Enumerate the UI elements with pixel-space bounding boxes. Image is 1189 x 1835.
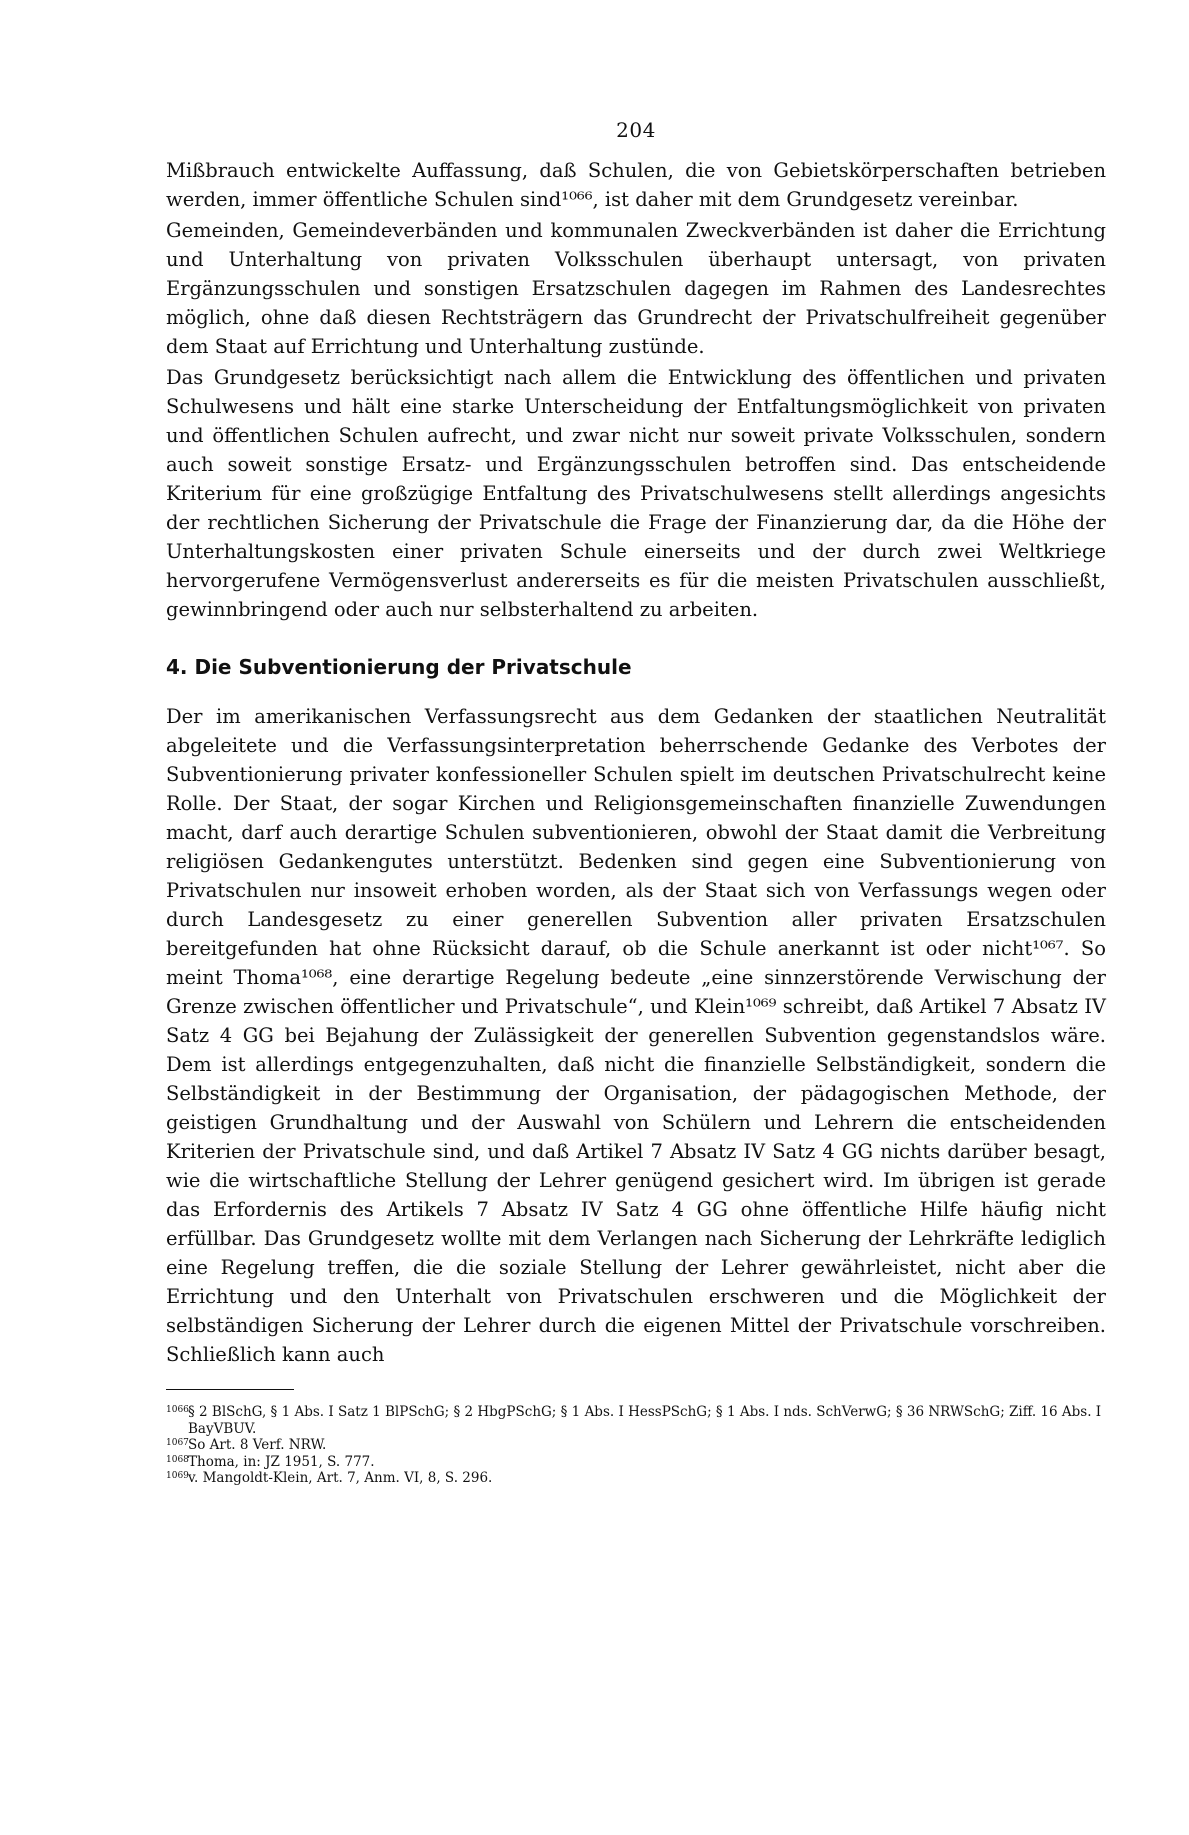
footnote-text: Thoma, in: JZ 1951, S. 777. xyxy=(188,1453,375,1470)
page-number: 204 xyxy=(616,118,656,142)
footnote-number: 1069 xyxy=(166,1471,189,1481)
footnote xyxy=(166,1470,1106,1487)
paragraph-main: Der im amerikanischen Verfassungsrecht aus dem Gedanken der staatlichen Neutralität abgeleitete und die Verfassungsinterpretation beherrschende Gedanke des Verbotes der Subventionierung privater konfessioneller Schulen spielt im deutschen Privatschulrecht keine Rolle. Der Staat, der sogar Kirchen und Religionsgemeinschaften finanzielle Zuwendungen macht, darf auch derartige Schulen subventionieren, obwohl der Staat damit die Verbreitung religiösen Gedankengutes unterstützt. Bedenken sind gegen eine Subventionierung von Privatschulen nur insoweit erhoben worden, als der Staat sich von Verfassungs wegen oder durch Landesgesetz zu einer generellen Subvention aller privaten Ersatzschulen bereitgefunden hat ohne Rücksicht darauf, ob die Schule anerkannt ist oder nicht¹⁰⁶⁷. So meint Thoma¹⁰⁶⁸, eine derartige Regelung bedeute „eine sinnzerstörende Verwischung der Grenze zwischen öffentlicher und Privatschule“, und Klein¹⁰⁶⁹ schreibt, daß Artikel 7 Absatz IV Satz 4 GG bei Bejahung der Zulässigkeit der generellen Subvention gegenstandslos wäre. Dem ist allerdings entgegenzuhalten, daß nicht die finanzielle Selbständigkeit, sondern die Selbständigkeit in der Bestimmung der Organisation, der pädagogischen Methode, der geistigen Grundhaltung und der Auswahl von Schülern und Lehrern die entscheidenden Kriterien der Privatschule sind, und daß Artikel 7 Absatz IV Satz 4 GG nichts darüber besagt, wie die wirtschaftliche Stellung der Lehrer genügend gesichert wird. Im übrigen ist gerade das Erfordernis des Artikels 7 Absatz IV Satz 4 GG ohne öffentliche Hilfe häufig nicht erfüllbar. Das Grundgesetz wollte mit dem Verlangen nach Sicherung der Lehrkräfte lediglich eine Regelung treffen, die die soziale Stellung der Lehrer gewährleistet, nicht aber die Errichtung und den Unterhalt von Privatschulen erschweren und die Möglichkeit der selbständigen Sicherung der Lehrer durch die eigenen Mittel der Privatschule vorschreiben. Schließlich kann auch xyxy=(166,705,1106,1366)
footnote xyxy=(166,1404,1106,1437)
page xyxy=(166,118,1106,1487)
footnote-divider xyxy=(166,1389,294,1390)
footnotes xyxy=(166,1404,1106,1487)
footnote-number: 1068 xyxy=(166,1454,189,1465)
footnote-number: 1066 xyxy=(166,1405,189,1415)
footnote xyxy=(166,1437,1106,1454)
footnote xyxy=(166,1454,1106,1471)
paragraph-1: Mißbrauch entwickelte Auffassung, daß Schulen, die von Gebietskörperschaften betrieben werden, immer öffentliche Schulen sind¹⁰⁶⁶, ist daher mit dem Grundgesetz vereinbar. xyxy=(166,159,1106,211)
paragraph-2: Gemeinden, Gemeindeverbänden und kommunalen Zweckverbänden ist daher die Errichtung und Unterhaltung von privaten Volksschulen überhaupt untersagt, von privaten Ergänzungsschulen und sonstigen Ersatzschulen dagegen im Rahmen des Landesrechtes möglich, ohne daß diesen Rechtsträgern das Grundrecht der Privatschulfreiheit gegenüber dem Staat auf Errichtung und Unterhaltung zustünde. xyxy=(166,219,1106,358)
paragraph-3: Das Grundgesetz berücksichtigt nach allem die Entwicklung des öffentlichen und privaten Schulwesens und hält eine starke Unterscheidung der Entfaltungsmöglichkeit von privaten und öffentlichen Schulen aufrecht, und zwar nicht nur soweit private Volksschulen, sondern auch soweit sonstige Ersatz- und Ergänzungsschulen betroffen sind. Das entscheidende Kriterium für eine großzügige Entfaltung des Privatschulwesens stellt allerdings angesichts der rechtlichen Sicherung der Privatschule die Frage der Finanzierung dar, da die Höhe der Unterhaltungskosten einer privaten Schule einerseits und der durch zwei Weltkriege hervorgerufene Vermögensverlust andererseits es für die meisten Privatschulen ausschließt, gewinnbringend oder auch nur selbsterhaltend zu arbeiten. xyxy=(166,366,1106,621)
footnote-text: § 2 BlSchG, § 1 Abs. I Satz 1 BlPSchG; § 2 HbgPSchG; § 1 Abs. I HessPSchG; § 1 Abs. I nds. SchVerwG; § 36 NRWSchG; Ziff. 16 Abs. I BayVBUV. xyxy=(188,1404,1102,1437)
section-heading: 4. Die Subventionierung der Privatschule xyxy=(166,655,632,679)
footnote-text: So Art. 8 Verf. NRW. xyxy=(188,1437,327,1453)
footnote-number: 1067 xyxy=(166,1438,189,1448)
footnote-text: v. Mangoldt-Klein, Art. 7, Anm. VI, 8, S. 296. xyxy=(188,1470,493,1486)
